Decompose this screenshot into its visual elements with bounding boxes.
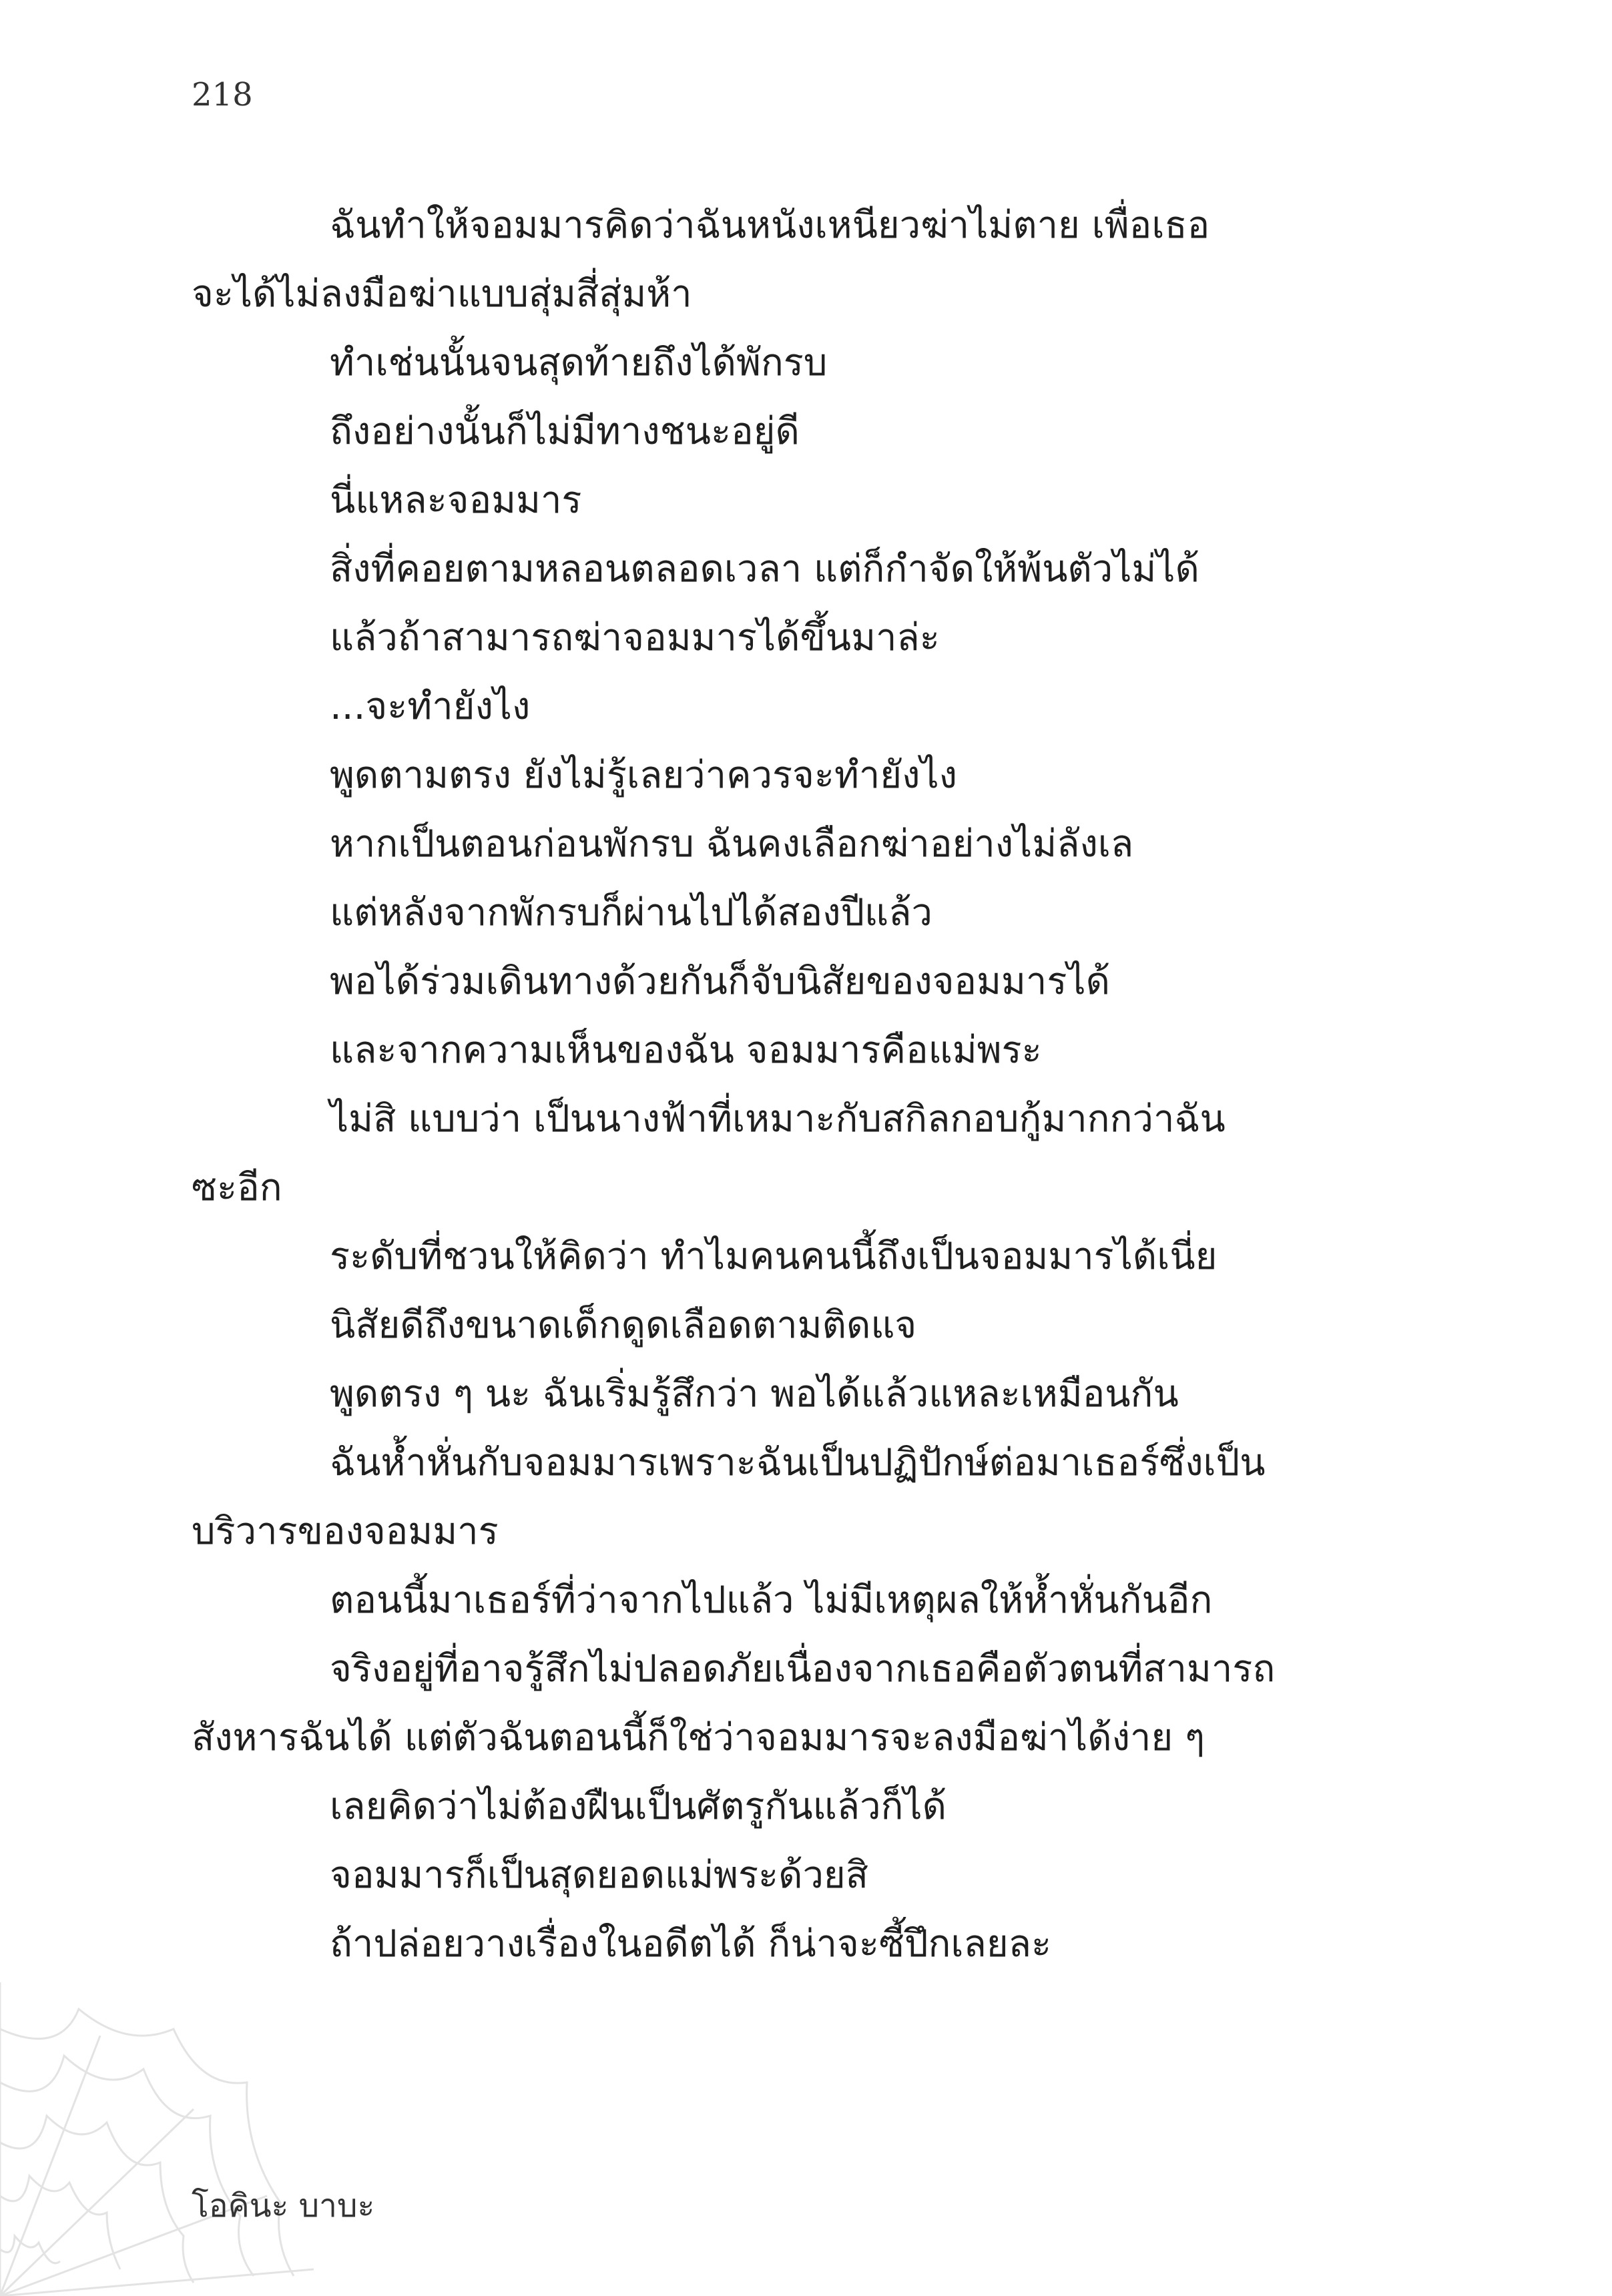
paragraph-line: พูดตามตรง ยังไม่รู้เลยว่าควรจะทำยังไง bbox=[330, 754, 957, 797]
paragraph-line: จริงอยู่ที่อาจรู้สึกไม่ปลอดภัยเนื่องจากเธอคือตัวตนที่สามารถ bbox=[330, 1647, 1276, 1691]
paragraph-line: พอได้ร่วมเดินทางด้วยกันก็จับนิสัยของจอมมารได้ bbox=[330, 960, 1110, 1003]
paragraph-line: และจากความเห็นของฉัน จอมมารคือแม่พระ bbox=[330, 1029, 1042, 1072]
paragraph-line: ตอนนี้มาเธอร์ที่ว่าจากไปแล้ว ไม่มีเหตุผลให้ห้ำหั่นกันอีก bbox=[330, 1579, 1213, 1622]
paragraph-line: ระดับที่ชวนให้คิดว่า ทำไมคนคนนี้ถึงเป็นจอมมารได้เนี่ย bbox=[330, 1235, 1218, 1278]
paragraph-line: สิ่งที่คอยตามหลอนตลอดเวลา แต่ก็กำจัดให้พ้นตัวไม่ได้ bbox=[330, 547, 1199, 591]
paragraph-line: แล้วถ้าสามารถฆ่าจอมมารได้ขึ้นมาล่ะ bbox=[330, 616, 940, 659]
paragraph-line: ไม่สิ แบบว่า เป็นนางฟ้าที่เหมาะกับสกิลกอบกู้มากกว่าฉัน bbox=[330, 1097, 1226, 1141]
author-name: โอคินะ บาบะ bbox=[192, 2187, 375, 2225]
paragraph-continuation-line: บริวารของจอมมาร bbox=[192, 1510, 499, 1553]
paragraph-line: ...จะทำยังไง bbox=[330, 685, 531, 728]
paragraph-line: ทำเช่นนั้นจนสุดท้ายถึงได้พักรบ bbox=[330, 341, 828, 384]
paragraph-continuation-line: ซะอีก bbox=[192, 1166, 282, 1209]
paragraph-line: จอมมารก็เป็นสุดยอดแม่พระด้วยสิ bbox=[330, 1853, 868, 1897]
paragraph-line: ถ้าปล่อยวางเรื่องในอดีตได้ ก็น่าจะซี้ปึกเลยละ bbox=[330, 1922, 1052, 1966]
paragraph-continuation-line: จะได้ไม่ลงมือฆ่าแบบสุ่มสี่สุ่มห้า bbox=[192, 272, 692, 316]
paragraph-line: เลยคิดว่าไม่ต้องฝืนเป็นศัตรูกันแล้วก็ได้ bbox=[330, 1785, 947, 1828]
paragraph-continuation-line: สังหารฉันได้ แต่ตัวฉันตอนนี้ก็ใช่ว่าจอมมารจะลงมือฆ่าได้ง่าย ๆ bbox=[192, 1716, 1205, 1759]
spider-web-icon bbox=[0, 1956, 314, 2296]
paragraph-line: ฉันทำให้จอมมารคิดว่าฉันหนังเหนียวฆ่าไม่ตาย เพื่อเธอ bbox=[330, 204, 1210, 247]
paragraph-line: ถึงอย่างนั้นก็ไม่มีทางชนะอยู่ดี bbox=[330, 410, 800, 453]
paragraph-line: ฉันห้ำหั่นกับจอมมารเพราะฉันเป็นปฏิปักษ์ต่อมาเธอร์ซึ่งเป็น bbox=[330, 1441, 1266, 1484]
paragraph-line: พูดตรง ๆ นะ ฉันเริ่มรู้สึกว่า พอได้แล้วแหละเหมือนกัน bbox=[330, 1372, 1179, 1416]
paragraph-line: แต่หลังจากพักรบก็ผ่านไปได้สองปีแล้ว bbox=[330, 891, 932, 934]
page-number: 218 bbox=[192, 76, 253, 113]
paragraph-line: นิสัยดีถึงขนาดเด็กดูดเลือดตามติดแจ bbox=[330, 1304, 917, 1347]
paragraph-line: หากเป็นตอนก่อนพักรบ ฉันคงเลือกฆ่าอย่างไม่ลังเล bbox=[330, 822, 1134, 866]
paragraph-line: นี่แหละจอมมาร bbox=[330, 479, 582, 522]
